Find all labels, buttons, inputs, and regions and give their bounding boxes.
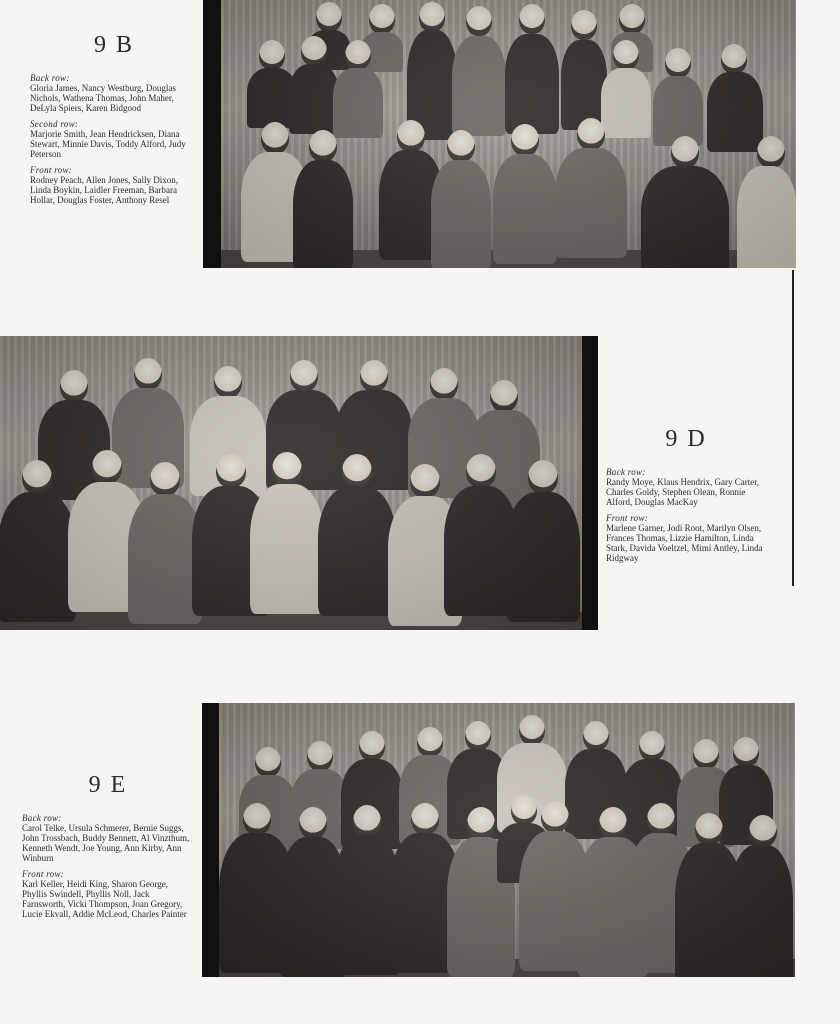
front-row-label-9e: Front row: bbox=[22, 869, 65, 879]
photo-floor bbox=[0, 612, 582, 630]
class-photo-9e bbox=[219, 703, 795, 977]
front-row-names-9d: Marlene Garner, Jodi Root, Marilyn Olsen, Frances Thomas, Lizzie Hamilton, Linda Stark, Davida Voeltzel, Mimi Antley, Linda Ridgway bbox=[606, 523, 763, 563]
front-row-names-9b: Rodney Peach, Allen Jones, Sally Dixon, Linda Boykin, Laidler Freeman, Barbara Hollar, Douglas Foster, Anthony Resel bbox=[30, 175, 178, 205]
second-row-names-9b: Marjorie Smith, Jean Hendricksen, Diana Stewart, Minnie Davis, Toddy Alford, Judy Peterson bbox=[30, 129, 186, 159]
second-row-label-9b: Second row: bbox=[30, 119, 79, 129]
caption-9d bbox=[606, 426, 766, 569]
back-row-names-9b: Gloria James, Nancy Westburg, Douglas Nichols, Wathena Thomas, John Maher, DeLyla Spiers, Karen Bidgood bbox=[30, 83, 176, 113]
back-row-label-9b: Back row: bbox=[30, 73, 70, 83]
back-row-names-9e: Carol Telke, Ursula Schmerer, Bernie Suggs, John Trossbach, Buddy Bennett, Al Vinzthum, Kenneth Wendt, Joe Young, Ann Kirby, Ann Winburn bbox=[22, 823, 190, 863]
class-title-9b: 9 B bbox=[93, 32, 134, 58]
front-row-label-9b: Front row: bbox=[30, 165, 73, 175]
class-title-9e: 9 E bbox=[88, 772, 128, 798]
class-photo-9b bbox=[221, 0, 796, 268]
photo-floor bbox=[219, 959, 795, 977]
caption-9e bbox=[22, 772, 194, 925]
front-row-label-9d: Front row: bbox=[606, 513, 649, 523]
front-row-names-9e: Karl Keller, Heidi King, Sharon George, Phyllis Swindell, Phyllis Noll, Jack Farnsworth, Vicki Thompson, Joan Gregory, Lucie Ekvall, Addie McLeod, Charles Painter bbox=[22, 879, 187, 919]
back-row-label-9d: Back row: bbox=[606, 467, 646, 477]
back-row-label-9e: Back row: bbox=[22, 813, 62, 823]
class-photo-9d bbox=[0, 336, 582, 630]
class-title-9d: 9 D bbox=[665, 426, 707, 452]
photo-border-9e bbox=[202, 703, 219, 977]
photo-border-9d bbox=[582, 336, 598, 630]
photo-border-9b bbox=[203, 0, 221, 268]
back-row-names-9d: Randy Moye, Klaus Hendrix, Gary Carter, Charles Goldy, Stephen Olean, Ronnie Alford, Douglas MacKay bbox=[606, 477, 760, 507]
page-edge-rule bbox=[792, 270, 794, 586]
caption-9b bbox=[30, 32, 198, 211]
photo-floor bbox=[221, 250, 796, 268]
